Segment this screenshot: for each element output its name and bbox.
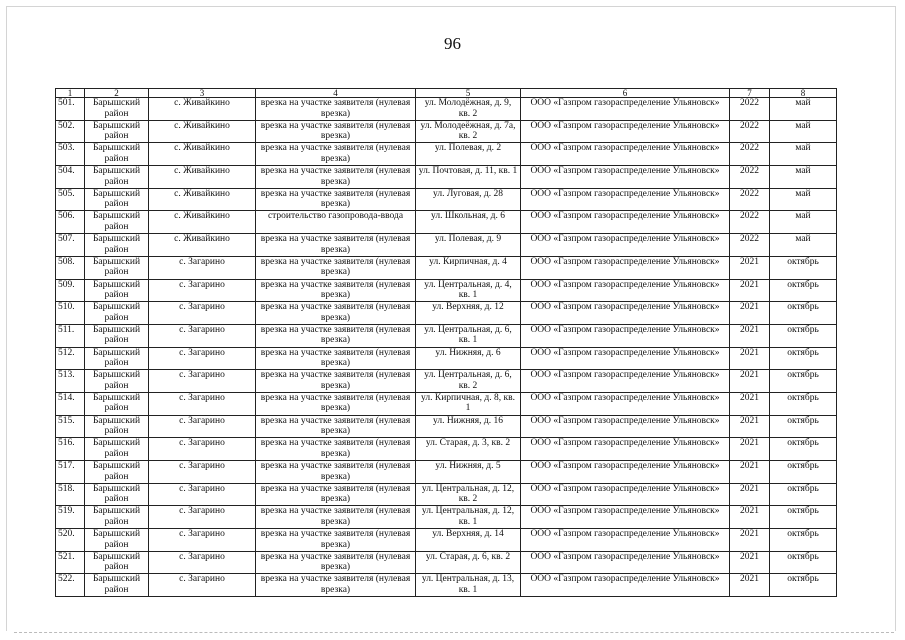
year-cell: 2021: [730, 506, 770, 529]
address-cell: ул. Центральная, д. 6, кв. 2: [416, 370, 521, 393]
organization-cell: ООО «Газпром газораспределение Ульяновск»: [521, 302, 730, 325]
address-cell: ул. Нижняя, д. 6: [416, 347, 521, 370]
row-number: 515.: [56, 415, 85, 438]
address-cell: ул. Кирпичная, д. 8, кв. 1: [416, 392, 521, 415]
organization-cell: ООО «Газпром газораспределение Ульяновск»: [521, 370, 730, 393]
row-number: 520.: [56, 529, 85, 552]
work-type-cell: врезка на участке заявителя (нулевая врезка): [256, 120, 416, 143]
locality-cell: с. Живайкино: [149, 211, 256, 234]
organization-cell: ООО «Газпром газораспределение Ульяновск»: [521, 506, 730, 529]
table-row: [56, 370, 837, 393]
work-type-cell: врезка на участке заявителя (нулевая врезка): [256, 302, 416, 325]
column-header-3: 3: [149, 89, 256, 98]
month-cell: май: [770, 143, 837, 166]
address-cell: ул. Нижняя, д. 5: [416, 461, 521, 484]
address-cell: ул. Луговая, д. 28: [416, 188, 521, 211]
table-row: [56, 415, 837, 438]
column-header-4: 4: [256, 89, 416, 98]
month-cell: октябрь: [770, 551, 837, 574]
locality-cell: с. Загарино: [149, 415, 256, 438]
work-type-cell: врезка на участке заявителя (нулевая врезка): [256, 483, 416, 506]
locality-cell: с. Загарино: [149, 370, 256, 393]
month-cell: октябрь: [770, 483, 837, 506]
month-cell: май: [770, 188, 837, 211]
work-type-cell: врезка на участке заявителя (нулевая врезка): [256, 234, 416, 257]
district-cell: Барышский район: [85, 529, 149, 552]
row-number: 511.: [56, 324, 85, 347]
district-cell: Барышский район: [85, 438, 149, 461]
table-row: [56, 234, 837, 257]
table-row: [56, 551, 837, 574]
organization-cell: ООО «Газпром газораспределение Ульяновск»: [521, 256, 730, 279]
address-cell: ул. Верхняя, д. 12: [416, 302, 521, 325]
work-type-cell: врезка на участке заявителя (нулевая врезка): [256, 574, 416, 597]
column-header-7: 7: [730, 89, 770, 98]
row-number: 508.: [56, 256, 85, 279]
month-cell: май: [770, 98, 837, 121]
year-cell: 2021: [730, 461, 770, 484]
month-cell: май: [770, 166, 837, 189]
district-cell: Барышский район: [85, 211, 149, 234]
month-cell: октябрь: [770, 461, 837, 484]
row-number: 516.: [56, 438, 85, 461]
locality-cell: с. Загарино: [149, 529, 256, 552]
row-number: 510.: [56, 302, 85, 325]
address-cell: ул. Нижняя, д. 16: [416, 415, 521, 438]
table-row: [56, 166, 837, 189]
month-cell: октябрь: [770, 529, 837, 552]
work-type-cell: врезка на участке заявителя (нулевая врезка): [256, 415, 416, 438]
work-type-cell: врезка на участке заявителя (нулевая врезка): [256, 256, 416, 279]
month-cell: октябрь: [770, 370, 837, 393]
gasification-table: [55, 88, 837, 597]
organization-cell: ООО «Газпром газораспределение Ульяновск»: [521, 98, 730, 121]
address-cell: ул. Верхняя, д. 14: [416, 529, 521, 552]
organization-cell: ООО «Газпром газораспределение Ульяновск»: [521, 279, 730, 302]
table-row: [56, 211, 837, 234]
month-cell: октябрь: [770, 279, 837, 302]
month-cell: октябрь: [770, 392, 837, 415]
address-cell: ул. Кирпичная, д. 4: [416, 256, 521, 279]
row-number: 501.: [56, 98, 85, 121]
locality-cell: с. Загарино: [149, 256, 256, 279]
year-cell: 2021: [730, 551, 770, 574]
table-row: [56, 302, 837, 325]
year-cell: 2022: [730, 166, 770, 189]
work-type-cell: врезка на участке заявителя (нулевая врезка): [256, 438, 416, 461]
year-cell: 2022: [730, 98, 770, 121]
address-cell: ул. Школьная, д. 6: [416, 211, 521, 234]
district-cell: Барышский район: [85, 256, 149, 279]
table-row: [56, 279, 837, 302]
locality-cell: с. Живайкино: [149, 143, 256, 166]
work-type-cell: врезка на участке заявителя (нулевая врезка): [256, 166, 416, 189]
row-number: 518.: [56, 483, 85, 506]
month-cell: октябрь: [770, 415, 837, 438]
locality-cell: с. Загарино: [149, 279, 256, 302]
district-cell: Барышский район: [85, 166, 149, 189]
month-cell: октябрь: [770, 438, 837, 461]
work-type-cell: врезка на участке заявителя (нулевая врезка): [256, 461, 416, 484]
district-cell: Барышский район: [85, 392, 149, 415]
address-cell: ул. Молодеёжная, д. 7а, кв. 2: [416, 120, 521, 143]
table-row: [56, 188, 837, 211]
district-cell: Барышский район: [85, 370, 149, 393]
row-number: 522.: [56, 574, 85, 597]
district-cell: Барышский район: [85, 506, 149, 529]
table-row: [56, 256, 837, 279]
year-cell: 2022: [730, 120, 770, 143]
organization-cell: ООО «Газпром газораспределение Ульяновск»: [521, 211, 730, 234]
year-cell: 2021: [730, 347, 770, 370]
work-type-cell: врезка на участке заявителя (нулевая врезка): [256, 143, 416, 166]
table-row: [56, 506, 837, 529]
organization-cell: ООО «Газпром газораспределение Ульяновск»: [521, 529, 730, 552]
work-type-cell: врезка на участке заявителя (нулевая врезка): [256, 279, 416, 302]
month-cell: май: [770, 120, 837, 143]
address-cell: ул. Старая, д. 6, кв. 2: [416, 551, 521, 574]
locality-cell: с. Загарино: [149, 392, 256, 415]
address-cell: ул. Почтовая, д. 11, кв. 1: [416, 166, 521, 189]
organization-cell: ООО «Газпром газораспределение Ульяновск»: [521, 166, 730, 189]
organization-cell: ООО «Газпром газораспределение Ульяновск»: [521, 347, 730, 370]
year-cell: 2022: [730, 234, 770, 257]
district-cell: Барышский район: [85, 483, 149, 506]
district-cell: Барышский район: [85, 143, 149, 166]
address-cell: ул. Центральная, д. 12, кв. 2: [416, 483, 521, 506]
organization-cell: ООО «Газпром газораспределение Ульяновск»: [521, 483, 730, 506]
work-type-cell: врезка на участке заявителя (нулевая врезка): [256, 551, 416, 574]
work-type-cell: врезка на участке заявителя (нулевая врезка): [256, 347, 416, 370]
table-row: [56, 483, 837, 506]
year-cell: 2021: [730, 483, 770, 506]
locality-cell: с. Живайкино: [149, 234, 256, 257]
organization-cell: ООО «Газпром газораспределение Ульяновск»: [521, 392, 730, 415]
work-type-cell: врезка на участке заявителя (нулевая врезка): [256, 392, 416, 415]
year-cell: 2021: [730, 324, 770, 347]
year-cell: 2021: [730, 415, 770, 438]
column-header-2: 2: [85, 89, 149, 98]
locality-cell: с. Загарино: [149, 551, 256, 574]
locality-cell: с. Живайкино: [149, 188, 256, 211]
row-number: 513.: [56, 370, 85, 393]
table-row: [56, 324, 837, 347]
table-row: [56, 143, 837, 166]
row-number: 503.: [56, 143, 85, 166]
locality-cell: с. Загарино: [149, 574, 256, 597]
organization-cell: ООО «Газпром газораспределение Ульяновск»: [521, 438, 730, 461]
table-body: [56, 98, 837, 597]
locality-cell: с. Загарино: [149, 324, 256, 347]
organization-cell: ООО «Газпром газораспределение Ульяновск»: [521, 188, 730, 211]
table-row: [56, 347, 837, 370]
locality-cell: с. Живайкино: [149, 98, 256, 121]
column-header-6: 6: [521, 89, 730, 98]
row-number: 506.: [56, 211, 85, 234]
district-cell: Барышский район: [85, 347, 149, 370]
district-cell: Барышский район: [85, 551, 149, 574]
row-number: 514.: [56, 392, 85, 415]
page-number: 96: [444, 34, 461, 53]
month-cell: октябрь: [770, 302, 837, 325]
year-cell: 2021: [730, 392, 770, 415]
row-number: 509.: [56, 279, 85, 302]
row-number: 505.: [56, 188, 85, 211]
scan-edge: [14, 632, 894, 635]
work-type-cell: строительство газопровода-ввода: [256, 211, 416, 234]
table-row: [56, 120, 837, 143]
district-cell: Барышский район: [85, 415, 149, 438]
address-cell: ул. Центральная, д. 13, кв. 1: [416, 574, 521, 597]
month-cell: октябрь: [770, 506, 837, 529]
organization-cell: ООО «Газпром газораспределение Ульяновск»: [521, 324, 730, 347]
district-cell: Барышский район: [85, 279, 149, 302]
locality-cell: с. Загарино: [149, 461, 256, 484]
address-cell: ул. Центральная, д. 12, кв. 1: [416, 506, 521, 529]
locality-cell: с. Живайкино: [149, 120, 256, 143]
header-row: [56, 89, 837, 98]
row-number: 502.: [56, 120, 85, 143]
year-cell: 2022: [730, 143, 770, 166]
locality-cell: с. Загарино: [149, 438, 256, 461]
organization-cell: ООО «Газпром газораспределение Ульяновск»: [521, 461, 730, 484]
month-cell: октябрь: [770, 347, 837, 370]
organization-cell: ООО «Газпром газораспределение Ульяновск»: [521, 574, 730, 597]
address-cell: ул. Центральная, д. 6, кв. 1: [416, 324, 521, 347]
year-cell: 2021: [730, 438, 770, 461]
locality-cell: с. Загарино: [149, 506, 256, 529]
organization-cell: ООО «Газпром газораспределение Ульяновск»: [521, 143, 730, 166]
address-cell: ул. Центральная, д. 4, кв. 1: [416, 279, 521, 302]
month-cell: октябрь: [770, 324, 837, 347]
address-cell: ул. Полевая, д. 2: [416, 143, 521, 166]
work-type-cell: врезка на участке заявителя (нулевая врезка): [256, 370, 416, 393]
month-cell: октябрь: [770, 574, 837, 597]
locality-cell: с. Загарино: [149, 483, 256, 506]
work-type-cell: врезка на участке заявителя (нулевая врезка): [256, 188, 416, 211]
work-type-cell: врезка на участке заявителя (нулевая врезка): [256, 529, 416, 552]
row-number: 521.: [56, 551, 85, 574]
year-cell: 2021: [730, 574, 770, 597]
month-cell: октябрь: [770, 256, 837, 279]
address-cell: ул. Старая, д. 3, кв. 2: [416, 438, 521, 461]
organization-cell: ООО «Газпром газораспределение Ульяновск»: [521, 234, 730, 257]
column-header-8: 8: [770, 89, 837, 98]
row-number: 519.: [56, 506, 85, 529]
organization-cell: ООО «Газпром газораспределение Ульяновск»: [521, 551, 730, 574]
month-cell: май: [770, 211, 837, 234]
year-cell: 2022: [730, 211, 770, 234]
district-cell: Барышский район: [85, 302, 149, 325]
organization-cell: ООО «Газпром газораспределение Ульяновск»: [521, 120, 730, 143]
organization-cell: ООО «Газпром газораспределение Ульяновск»: [521, 415, 730, 438]
district-cell: Барышский район: [85, 461, 149, 484]
district-cell: Барышский район: [85, 234, 149, 257]
table-row: [56, 98, 837, 121]
district-cell: Барышский район: [85, 574, 149, 597]
row-number: 517.: [56, 461, 85, 484]
district-cell: Барышский район: [85, 120, 149, 143]
locality-cell: с. Живайкино: [149, 166, 256, 189]
year-cell: 2021: [730, 302, 770, 325]
district-cell: Барышский район: [85, 188, 149, 211]
year-cell: 2021: [730, 279, 770, 302]
year-cell: 2021: [730, 370, 770, 393]
district-cell: Барышский район: [85, 98, 149, 121]
column-header-1: 1: [56, 89, 85, 98]
table-row: [56, 461, 837, 484]
locality-cell: с. Загарино: [149, 347, 256, 370]
work-type-cell: врезка на участке заявителя (нулевая врезка): [256, 324, 416, 347]
year-cell: 2021: [730, 529, 770, 552]
month-cell: май: [770, 234, 837, 257]
locality-cell: с. Загарино: [149, 302, 256, 325]
table-row: [56, 438, 837, 461]
table-row: [56, 574, 837, 597]
address-cell: ул. Молодёжная, д. 9, кв. 2: [416, 98, 521, 121]
year-cell: 2021: [730, 256, 770, 279]
table-row: [56, 529, 837, 552]
work-type-cell: врезка на участке заявителя (нулевая врезка): [256, 98, 416, 121]
year-cell: 2022: [730, 188, 770, 211]
work-type-cell: врезка на участке заявителя (нулевая врезка): [256, 506, 416, 529]
table-row: [56, 392, 837, 415]
row-number: 507.: [56, 234, 85, 257]
address-cell: ул. Полевая, д. 9: [416, 234, 521, 257]
column-header-5: 5: [416, 89, 521, 98]
row-number: 504.: [56, 166, 85, 189]
row-number: 512.: [56, 347, 85, 370]
district-cell: Барышский район: [85, 324, 149, 347]
